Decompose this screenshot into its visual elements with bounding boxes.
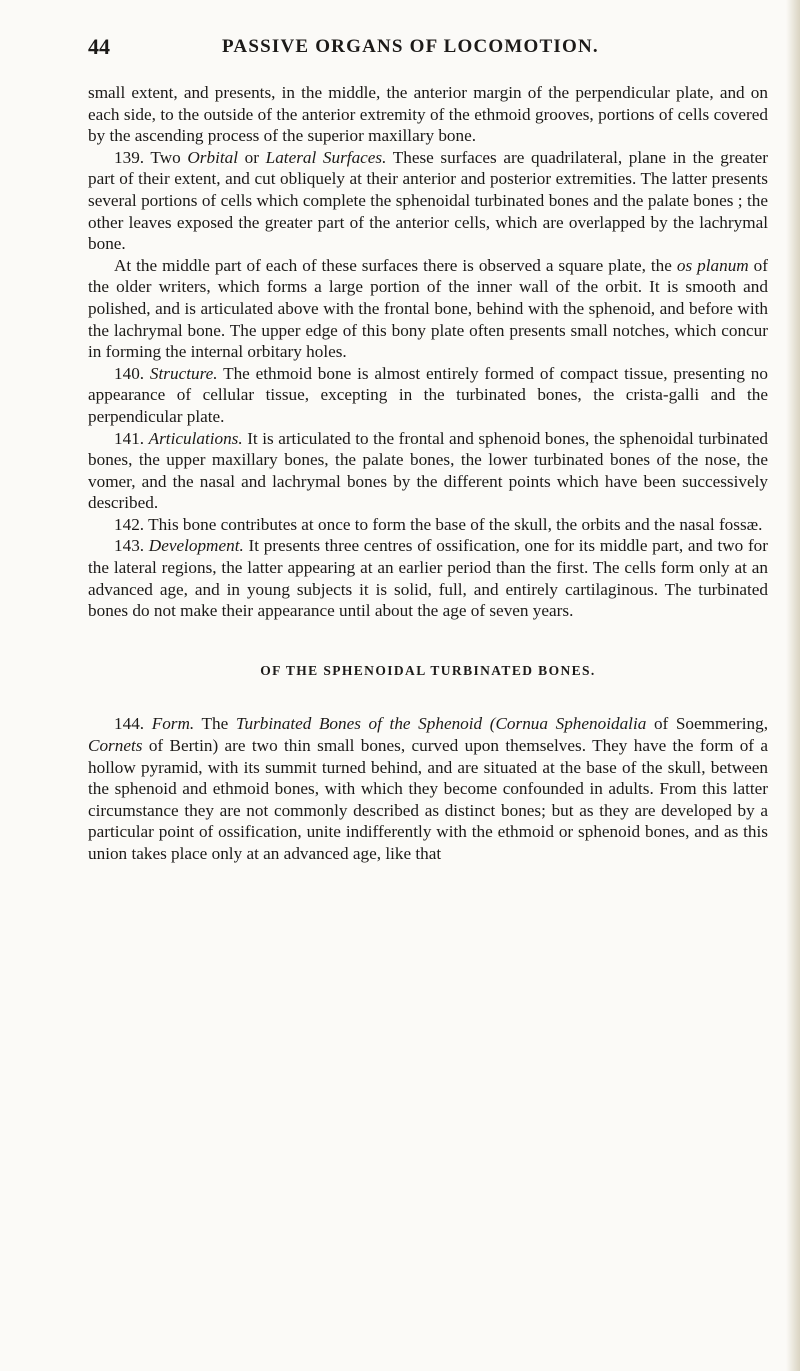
subhead-structure: Structure.	[149, 363, 218, 383]
paragraph-143: 143. Development. It presents three centres of ossification, one for its middle part, and two for the lateral regions, the latter appearing at an earlier period than the first. The cells form only at an advanced age, and in young subjects it is solid, full, and entirely cartilaginous. The turbinated bones do not make their appearance until about the age of seven years.	[88, 536, 768, 621]
section-number: 141.	[114, 428, 145, 448]
paragraph-140: 140. Structure. The ethmoid bone is almost entirely formed of compact tissue, presenting no appearance of cellular tissue, excepting in the turbinated bones, the crista-galli and the perpendicular plate.	[88, 363, 768, 426]
subhead-development: Development.	[148, 536, 244, 556]
term-cornets: Cornets	[88, 736, 143, 756]
paragraph-139: 139. Two Orbital or Lateral Surfaces. These surfaces are quadrilateral, plane in the greater part of their extent, and cut obliquely at their anterior and posterior extremities. The latter presents several portions of cells which complete the sphenoidal turbinated bones and the palate bones ; the other leaves exposed the greater part of the anterior cells, which are overlapped by the lachrymal bone.	[88, 147, 769, 254]
paragraph-continuation: small extent, and presents, in the middle, the anterior margin of the perpendicular plate, and on each side, to the outside of the anterior extremity of the ethmoid grooves, portions of cells covered by the ascending process of the superior maxillary bone.	[88, 83, 768, 146]
running-head: PASSIVE ORGANS OF LOCOMOTION.	[222, 36, 599, 57]
paragraph-141: 141. Articulations. It is articulated to the frontal and sphenoid bones, the sphenoidal turbinated bones, the upper maxillary bones, the palate bones, the lower turbinated bones of the nose, the vomer, and the nasal and lachrymal bones by the different points which have been successively described.	[88, 428, 769, 513]
page-header	[88, 34, 768, 60]
section-number: 142.	[114, 514, 145, 534]
section-number: 140.	[114, 363, 145, 383]
section-number: 144.	[114, 714, 145, 734]
subhead-lateral-surfaces: Lateral Surfaces.	[265, 147, 387, 167]
subhead-orbital: Orbital	[187, 147, 239, 167]
paragraph-144: 144. Form. The Turbinated Bones of the Sphenoid (Cornua Sphenoidalia of Soemmering, Cornets of Bertin) are two thin small bones, curved upon themselves. They have the form of a hollow pyramid, with its summit turned behind, and are situated at the base of the skull, between the sphenoid and ethmoid bones, with which they become confounded in adults. From this latter circumstance they are not commonly described as distinct bones; but as they are developed by a particular point of ossification, unite indifferently with the ethmoid or sphenoid bones, and as this union takes place only at an advanced age, like that	[88, 714, 769, 863]
subhead-articulations: Articulations.	[148, 428, 243, 448]
paragraph-os-planum: At the middle part of each of these surfaces there is observed a square plate, the os planum of the older writers, which forms a large portion of the inner wall of the orbit. It is smooth and polished, and is articulated above with the frontal bone, behind with the sphenoid, and before with the lachrymal bone. The upper edge of this bony plate often presents small notches, which concur in forming the internal orbitary holes.	[88, 255, 768, 362]
subhead-form: Form.	[151, 714, 195, 734]
term-turbinated-bones: Turbinated Bones of the Sphenoid (Cornua Sphenoidalia	[235, 714, 647, 734]
section-number: 139.	[114, 147, 145, 167]
section-number: 143.	[114, 536, 145, 556]
paragraph-142: 142. This bone contributes at once to form the base of the skull, the orbits and the nasal fossæ.	[114, 514, 763, 534]
term-os-planum: os planum	[676, 255, 749, 275]
page-edge-shadow	[786, 0, 800, 1371]
page-number: 44	[88, 34, 110, 59]
section-heading: OF THE SPHENOIDAL TURBINATED BONES.	[260, 662, 596, 678]
body-text	[88, 82, 768, 865]
